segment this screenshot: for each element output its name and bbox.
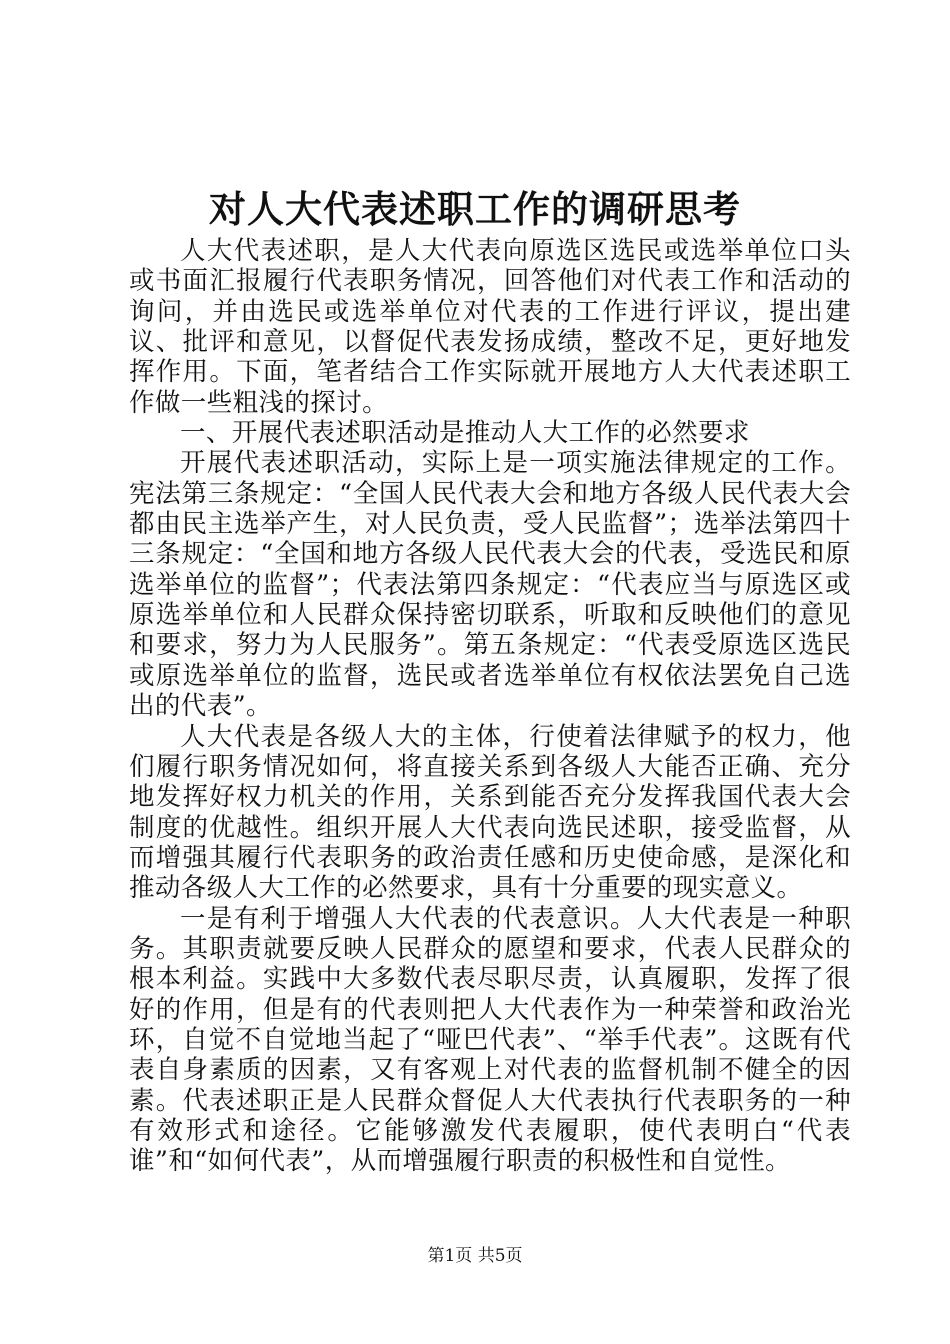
page-number-footer: 第1页 共5页 xyxy=(427,1246,523,1266)
paragraph-legal-basis: 开展代表述职活动，实际上是一项实施法律规定的工作。宪法第三条规定：“全国人民代表大会和地方各级人民代表大会都由民主选举产生，对人民负责，受人民监督”；选举法第四十三条规定：“全国和地方各级人民代表大会的代表，受选民和原选举单位的监督”；代表法第四条规定：“代表应当与原选区或原选举单位和人民群众保持密切联系，听取和反映他们的意见和要求，努力为人民服务”。第五条规定：“代表受原选区选民或原选举单位的监督，选民或者选举单位有权依法罢免自己选出的代表”。 xyxy=(129,448,851,722)
section-heading-1: 一、开展代表述职活动是推动人大工作的必然要求 xyxy=(180,418,750,449)
document-title: 对人大代表述职工作的调研思考 xyxy=(209,187,741,231)
paragraph-intro: 人大代表述职，是人大代表向原选区选民或选举单位口头或书面汇报履行代表职务情况，回答他们对代表工作和活动的询问，并由选民或选举单位对代表的工作进行评议，提出建议、批评和意见，以督促代表发扬成绩，整改不足，更好地发挥作用。下面，笔者结合工作实际就开展地方人大代表述职工作做一些粗浅的探讨。 xyxy=(129,236,851,418)
paragraph-significance: 人大代表是各级人大的主体，行使着法律赋予的权力，他们履行职务情况如何，将直接关系到各级人大能否正确、充分地发挥好权力机关的作用，关系到能否充分发挥我国代表大会制度的优越性。组织开展人大代表向选民述职，接受监督，从而增强其履行代表职务的政治责任感和历史使命感，是深化和推动各级人大工作的必然要求，具有十分重要的现实意义。 xyxy=(129,721,851,904)
paragraph-point-one: 一是有利于增强人大代表的代表意识。人大代表是一种职务。其职责就要反映人民群众的愿望和要求，代表人民群众的根本利益。实践中大多数代表尽职尽责，认真履职，发挥了很好的作用，但是有的代表则把人大代表作为一种荣誉和政治光环，自觉不自觉地当起了“哑巴代表”、“举手代表”。这既有代表自身素质的因素，又有客观上对代表的监督机制不健全的因素。代表述职正是人民群众督促人大代表执行代表职务的一种有效形式和途径。它能够激发代表履职，使代表明白“代表谁”和“如何代表”，从而增强履行职责的积极性和自觉性。 xyxy=(129,903,851,1177)
document-body xyxy=(129,236,851,1177)
